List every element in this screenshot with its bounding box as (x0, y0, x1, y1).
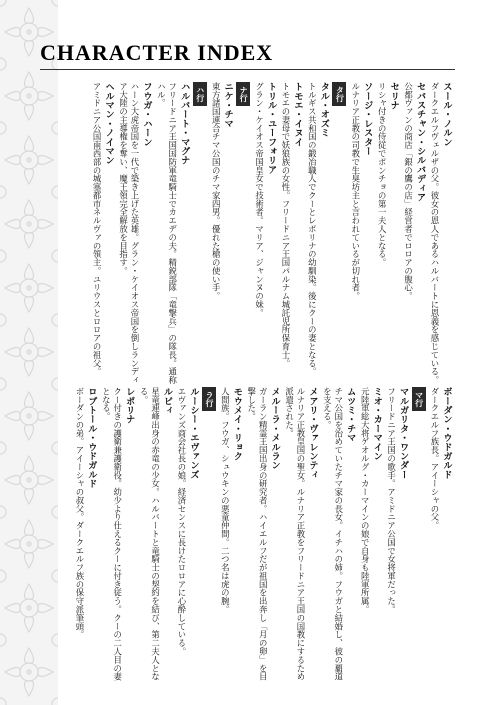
character-entry (219, 387, 242, 689)
decorative-floral-pattern (0, 0, 58, 705)
character-description: 東方諸国連合チマ公国のチマ家四男。優れた槍の使い手。 (211, 82, 222, 301)
character-name: スール・ノルン (441, 82, 452, 147)
character-description: ボーダンの弟。アイーシャの叔父。ダークエルフ族の保守派筆頭。 (74, 387, 85, 639)
character-description: ルナリア正教皇国の聖女。ルナリア正教をフリードニア王国の国教にするため派遣された。 (284, 387, 306, 681)
character-description: トモエの妻母で妖狼族の女性。フリードニア王国パルナム城託児所保育士。 (280, 82, 291, 368)
character-entry (91, 82, 114, 388)
character-description: クー付きの護衛兼護衛役。幼少より仕えるクーに付き従う。クーの二人目の妻となる。 (101, 387, 123, 681)
character-entry (176, 387, 199, 689)
character-name: マルガリタ・ワンダー (397, 387, 409, 479)
character-description: ガーラン精霊王国出身の研究者。ハイエルフだが祖国を出奔し「月の卵」を目撃した。 (246, 387, 269, 681)
character-name: ヘルマン・ノイマン (103, 82, 115, 165)
character-entry (402, 82, 425, 388)
character-name: レポリナ (123, 387, 135, 424)
character-entry (429, 82, 452, 388)
character-name: ロブトール・ウドガルド (85, 387, 97, 489)
character-entry (210, 82, 233, 388)
page-title: CHARACTER INDEX (40, 40, 274, 65)
character-description: アミドニア公国南西部の城塞都市ネルヴァの領主。ユリウスとロロアの祖父。 (92, 82, 103, 376)
character-name: ニケ・チマ (222, 82, 234, 128)
character-name: トリル・ユーフォリア (265, 82, 277, 174)
character-description: ダークエルフヴェルザの父。彼女の恩人であるハルバートに恩義を感じている。 (430, 82, 440, 385)
character-name: セリナ (388, 82, 400, 110)
character-description: 星竜連峰出身の赤竜の少女。ハルバートと竜騎士の契約を結び、第二夫人となる。 (139, 387, 161, 681)
character-entry (321, 387, 356, 689)
character-entry (138, 387, 173, 689)
character-name: ミオ・カーマイン (371, 387, 383, 461)
character-name: メアリ・ヴァレンティ (306, 387, 318, 479)
character-name: セバスチャン・シルバディア (414, 82, 426, 202)
character-name: ルビィ (161, 387, 173, 415)
character-name: フウガ・ハーン (140, 82, 152, 147)
character-name: トモエ・イヌイ (291, 82, 303, 147)
character-entry (74, 387, 97, 689)
character-entry (245, 387, 280, 689)
character-name: ハルバート・マグナ (178, 82, 190, 165)
character-description: ダークエルフ族長。アイーシャの父。 (430, 387, 440, 530)
character-description: エヴァンズ商会社長の娘。経済センスに長けたロロアに心酔している。 (176, 387, 187, 656)
character-description: フリードニア王国の歌手。アミドニア公国で女将軍だった。 (386, 387, 397, 614)
character-description: ルナリア正教の司教で生臭坊主と言われているが切れ者。 (350, 82, 361, 301)
character-description: フリードニア王国国防軍竜騎士でカエデの夫。精鋭部隊「竜撃兵」の隊長。通称ハル。 (156, 82, 178, 385)
character-index-top-column (88, 82, 452, 388)
group-heading: マ行 (412, 387, 426, 411)
character-entry (100, 387, 135, 689)
character-entry (306, 82, 329, 388)
character-entry (155, 82, 190, 388)
character-name: タル・オズミ (318, 82, 330, 138)
character-description: 元陸軍総大将ゲオルグ・カーマインの娘で自身も陸軍所属。 (360, 387, 371, 614)
character-index-bottom-column (71, 387, 453, 689)
character-description: グラン・ケイオス帝国皇女で技術者。マリア、ジャンヌの妹。 (254, 82, 265, 317)
character-name: メルーラ・メルラン (269, 387, 281, 470)
character-description: 公都ヴァンの商店「銀の鷹の店」経営者でロロアの腹心。 (403, 82, 414, 301)
character-entry (283, 387, 318, 689)
character-entry (376, 82, 399, 388)
character-entry (429, 387, 452, 689)
character-description: トルギス共和国の鍛冶職人でクーとレポリナの幼馴染。後にクーの妻となる。 (307, 82, 318, 376)
title-underline (40, 69, 455, 70)
character-description: チマ公国を治めていたチマ家の長女。イチハの姉。フウガと結婚し、彼の覇道を支える。 (322, 387, 344, 681)
character-name: モウメイ・リョク (231, 387, 243, 461)
group-heading: ラ行 (202, 387, 216, 411)
group-heading: ナ行 (236, 82, 250, 106)
group-heading: ハ行 (193, 82, 207, 106)
character-entry (349, 82, 372, 388)
character-name: ムツミ・チマ (344, 387, 356, 443)
character-name: ボーダン・ウドガルド (441, 387, 452, 479)
character-entry (385, 387, 408, 689)
character-description: 人間族。フウガ、シュウキンの悪童仲間。二つ名は虎の腕。 (220, 387, 231, 614)
character-entry (359, 387, 382, 689)
character-description: ハーン大虎帝国を一代で築き上げた英雄。グラン・ケイオス帝国を倒しランディア大陸の主導権を奪い、魔王領完全解放を目指す。 (118, 82, 140, 385)
character-name: ソージ・レスター (361, 82, 373, 156)
character-entry (253, 82, 276, 388)
character-description: リシャ付きの侍従でポンチョの第一夫人となる。 (377, 82, 388, 267)
group-heading: タ行 (332, 82, 346, 106)
character-entry (280, 82, 303, 388)
character-name: ルーシー・エヴァンズ (187, 387, 199, 479)
character-entry (117, 82, 152, 388)
floral-pattern-graphic (0, 0, 58, 705)
